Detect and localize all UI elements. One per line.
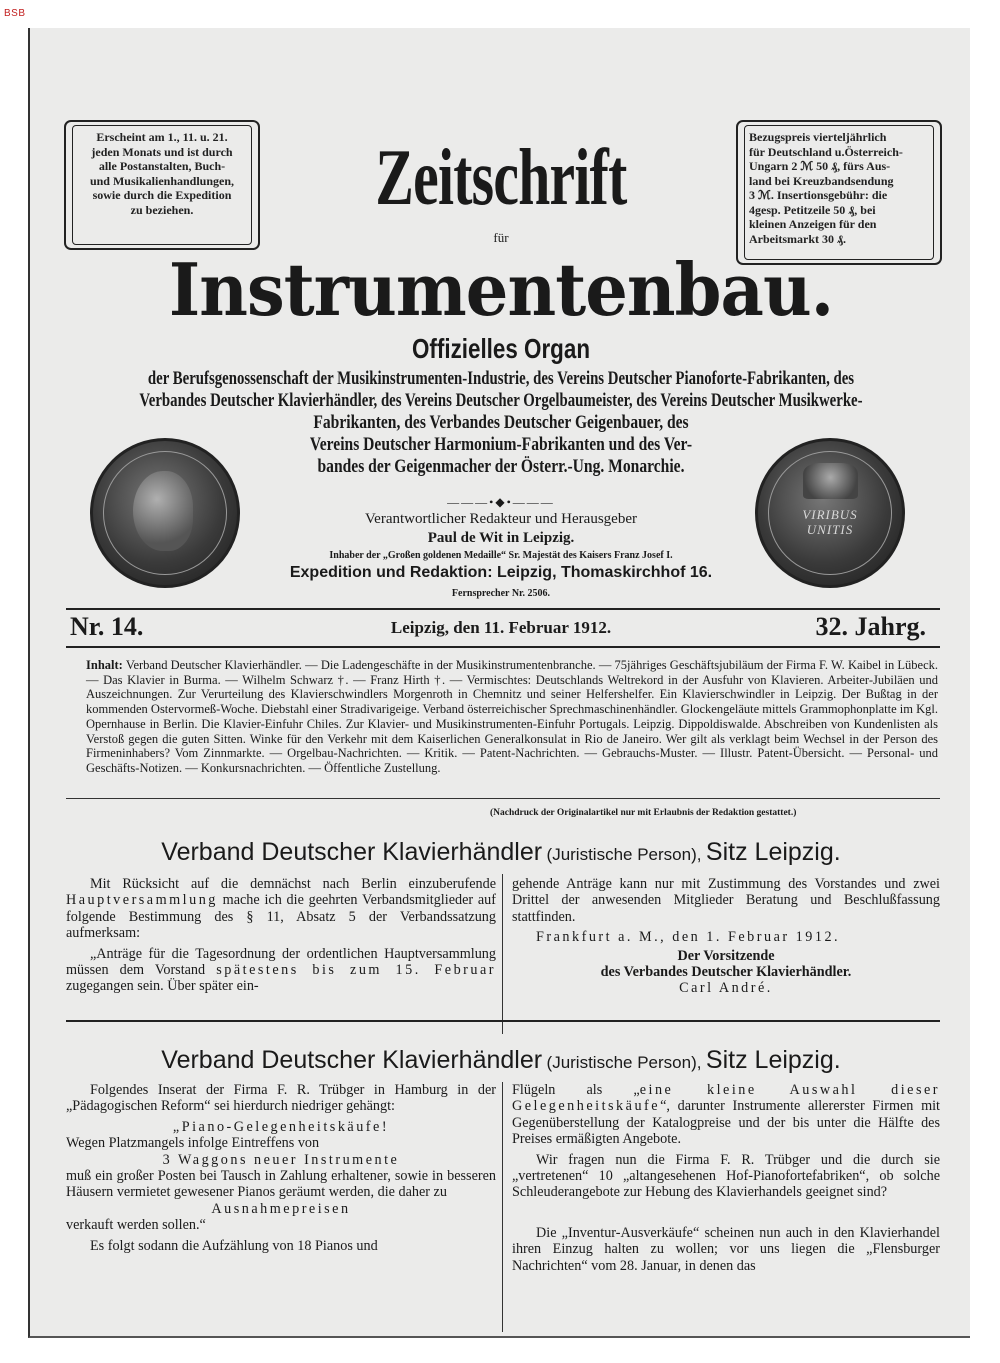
organ-description-line: Fabrikanten, des Verbandes Deutscher Geigenbauer, des (313, 412, 689, 433)
expedition-address: Expedition und Redaktion: Leipzig, Thomaskirchhof 16. (289, 564, 713, 581)
organ-description-line: Verbandes Deutscher Klavierhändler, des Vereins Deutscher Orgelbaumeister, des Vereins Deutscher Musikwerke- (139, 390, 863, 411)
medal-motto-line: VIRIBUS (802, 507, 858, 522)
masthead-title-fuer: für (493, 230, 509, 245)
editor-line: Verantwortlicher Redakteur und Herausgeber (365, 511, 637, 527)
article1-heading-seat: Sitz Leipzig. (705, 838, 841, 866)
left-box-line: alle Postanstalten, Buch- (98, 159, 226, 173)
article2-right-column (512, 1082, 940, 1274)
newspaper-page (28, 28, 970, 1338)
article2-heading-legal: (Juristische Person), (546, 1053, 702, 1072)
text-span: Mit Rücksicht auf die demnächst nach Berlin einzuberufende (90, 876, 496, 892)
text-span: mache ich die geehrten Verbandsmitglieder auf folgende Bestimmung des § 11, Absatz 5 der Verbandssatzung aufmerksam: (66, 892, 496, 942)
masthead-title-main: Instrumentenbau. (168, 247, 834, 332)
issue-number: Nr. 14. (70, 612, 144, 641)
masthead-subtitle: Offizielles Organ (412, 333, 590, 364)
article2-heading-main: Verband Deutscher Klavierhändler (161, 1046, 543, 1074)
article1-paragraph: gehende Anträge kann nur mit Zustimmung des Vorstandes und zwei Drittel der anwesenden Mitglieder Beratung und Beschlußfassung stattfinden. (512, 876, 940, 925)
organ-description-line: Vereins Deutscher Harmonium-Fabrikanten und des Ver- (309, 434, 693, 455)
article2-heading-seat: Sitz Leipzig. (705, 1046, 841, 1074)
advert-quote-line: verkauft werden sollen.“ (66, 1217, 206, 1234)
advert-quote-line: Wegen Platzmangels infolge Eintreffens von (66, 1135, 320, 1152)
right-box-line: für Deutschland u.Österreich- (749, 144, 903, 159)
editor-name: Paul de Wit in Leipzig. (427, 530, 575, 546)
article2-heading (30, 1046, 972, 1075)
article2-paragraph: Folgendes Inserat der Firma F. R. Trübger in Hamburg in der „Pädagogischen Reform“ sei hierdurch niedriger gehängt: (66, 1082, 496, 1115)
article1-heading-main: Verband Deutscher Klavierhändler (161, 838, 543, 866)
column-divider (502, 1082, 503, 1332)
rule-divider (66, 646, 940, 648)
right-box-line: 3 ℳ. Insertionsgebühr: die (749, 188, 888, 202)
issue-year: 32. Jahrg. (815, 612, 926, 641)
text-span: „Anträge für die Tagesordnung der ordentlichen Hauptversammlung müssen dem Vorstand (66, 945, 496, 979)
article2-paragraph: Wir fragen nun die Firma F. R. Trübger und die durch sie „vertretenen“ 10 „altangesehenen Hof-Pianofortefabriken“, ob solche Schleuderangebote zur Hebung des Klavierhandels geeignet sind? (512, 1151, 940, 1201)
right-box-line: Arbeitsmarkt 30 ₰. (749, 231, 846, 246)
article2-paragraph (512, 1082, 940, 1148)
rule-divider (66, 608, 940, 610)
article1-left-column (66, 876, 496, 995)
right-box-line: Ungarn 2 ℳ 50 ₰, fürs Aus- (749, 159, 891, 173)
column-divider (502, 874, 503, 1034)
article1-right-column (512, 876, 940, 997)
editor-medal-note: Inhaber der „Großen goldenen Medaille“ Sr. Majestät des Kaisers Franz Josef I. (329, 550, 673, 561)
left-box-line: zu beziehen. (130, 202, 194, 217)
contents-label: Inhalt: (86, 658, 123, 672)
left-box-line: sowie durch die Expedition (92, 188, 232, 202)
reprint-notice: (Nachdruck der Originalartikel nur mit Erlaubnis der Redaktion gestattet.) (490, 808, 797, 818)
contents-text: Verband Deutscher Klavierhändler. — Die Ladengeschäfte in der Musikinstrumentenbranche. — 75jähriges Geschäftsjubiläum der Firma F. W. Kaibel in Lübeck. — Das Klavier in Burma. — Wilhelm Schwarz †. — Franz Hirth †. — Vermischtes: Deutschlands Weltrekord in der Ausfuhr von Klavieren. Arbeiter-Jubiläen und Auszeichnungen. Zur Verurteilung des Klavierschwindlers Morgenroth in Chemnitz und seiner Helfershelfer. Ein Klavierschwindler in Leipzig. Der Bußtag in der kommenden Ostervormeß-Woche. Diebstahl einer Stradivarigeige. Verband österreichischer Sprechmaschinenhändler. Glockengeläute mittels Grammophonplatte im Kgl. Opernhause in Berlin. Die Klavier-Einfuhr Chiles. Zur Klavier- und Musikinstrumenten-Einfuhr Portugals. Leipzig. Dippoldiswalde. Abschreiben von Kundenlisten als Verstoß gegen die guten Sitten. Winke für den Verkehr mit dem Kaiserlichen Generalkonsulat in Rio de Janeiro. Wer gilt als verklagt beim Wechsel in der Person des Firmeninhabers? Vom Zinnmarkte. — Orgelbau-Nachrichten. — Kritik. — Patent-Nachrichten. — Gebrauchs-Muster. — Illustr. Patent-Übersicht. — Personal- und Geschäfts-Notizen. — Konkursnachrichten. — Öffentliche Zustellung. (86, 658, 938, 775)
article1-heading-legal: (Juristische Person), (546, 845, 702, 864)
table-of-contents (86, 658, 938, 776)
left-box-line: und Musikalienhandlungen, (89, 173, 235, 188)
right-box-line: kleinen Anzeigen für den (749, 217, 877, 231)
rule-divider (66, 798, 940, 799)
advert-quote-line: „Piano-Gelegenheitskäufe! (172, 1118, 390, 1135)
advert-quote-line: muß ein großer Posten bei Tausch in Zahlung erhaltener, sowie in besseren Häusern vermietet gewesener Pianos geräumt werden, die daher zu (66, 1168, 496, 1201)
text-span-spaced: spätestens bis zum 15. Februar (216, 962, 497, 979)
medal-motto-line: UNITIS (806, 522, 854, 537)
medal-crown (803, 463, 858, 499)
right-box-line: 4gesp. Petitzeile 50 ₰, bei (749, 202, 876, 217)
rule-divider (66, 1020, 940, 1022)
left-box-line: Erscheint am 1., 11. u. 21. (96, 130, 228, 144)
article1-heading (30, 838, 972, 867)
text-span: Flügeln als „ (512, 1082, 640, 1098)
article2-paragraph: Die „Inventur-Ausverkäufe“ scheinen nun auch in den Klavierhandel ihren Einzug halten zu wollen; vor uns liegen die „Flensburger Nachrichten“ vom 28. Januar, in denen das (512, 1224, 940, 1274)
advert-quote-line: 3 Waggons neuer Instrumente (162, 1151, 400, 1168)
ornament-divider: ———•◆•——— (447, 495, 555, 509)
article1-signer-org: des Verbandes Deutscher Klavierhändler. (600, 964, 852, 981)
article1-signer-title: Der Vorsitzende (677, 947, 775, 964)
article2-paragraph: Es folgt sodann die Aufzählung von 18 Pianos und (90, 1237, 378, 1254)
masthead-title-top: Zeitschrift (375, 134, 627, 222)
text-span: “, darunter Instrumente allererster Firmen mit Gegenüberstellung der Katalogpreise und der bis unter die Hälfte des Preises ermäßigten Angebote. (512, 1098, 940, 1148)
issue-date: Leipzig, den 11. Februar 1912. (390, 618, 612, 637)
article1-paragraph (66, 876, 496, 942)
left-box-line: jeden Monats und ist durch (91, 144, 233, 159)
organ-description-line: bandes der Geigenmacher der Österr.-Ung. Monarchie. (317, 456, 685, 477)
phone-number: Fernsprecher Nr. 2506. (451, 588, 551, 599)
advert-quote-line: Ausnahmepreisen (211, 1200, 351, 1217)
article1-signer-name: Carl André. (679, 980, 773, 997)
text-span-spaced: Hauptversammlung (66, 892, 218, 909)
text-span: zugegangen sein. Über später ein- (66, 978, 259, 995)
right-box-line: land bei Kreuzbandsendung (749, 173, 894, 188)
text-span-spaced: eine kleine Auswahl dieser Gelegenheitskäufe (512, 1082, 940, 1115)
article1-place-date: Frankfurt a. M., den 1. Februar 1912. (536, 929, 841, 946)
article1-quote-paragraph (66, 946, 496, 995)
bsb-watermark: BSB (4, 8, 26, 19)
article2-left-column (66, 1082, 496, 1254)
right-box-line: Bezugspreis vierteljährlich (749, 130, 887, 144)
organ-description-line: der Berufsgenossenschaft der Musikinstrumenten-Industrie, des Vereins Deutscher Pianoforte-Fabrikanten, des (147, 368, 855, 389)
